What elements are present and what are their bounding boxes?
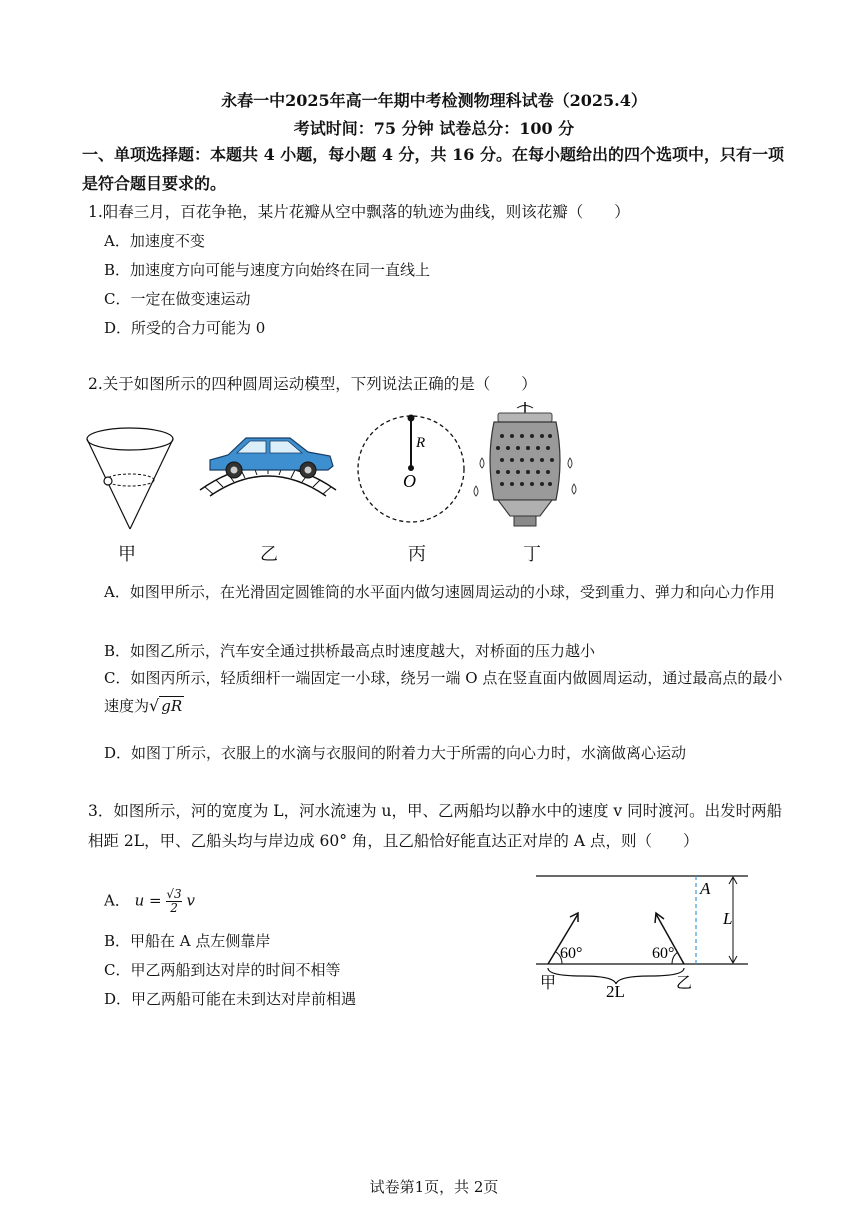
q1-option-c: C．一定在做变速运动 <box>104 290 251 308</box>
page-footer: 试卷第1页，共 2页 <box>369 1178 499 1196</box>
radius-label: R <box>416 435 426 451</box>
q3-option-a-prefix: A． <box>104 891 130 910</box>
q2-option-a: A．如图甲所示，在光滑固定圆锥筒的水平面内做匀速圆周运动的小球，受到重力、弹力和向心力作用 <box>104 583 775 601</box>
figure-label-yi: 乙 <box>260 544 278 565</box>
q3-option-c: C．甲乙两船到达对岸的时间不相等 <box>104 961 341 979</box>
q3-option-a-fraction <box>166 888 181 915</box>
vertical-circle-figure <box>355 413 471 525</box>
ship-yi-label: 乙 <box>676 975 693 992</box>
q2-option-b: B．如图乙所示，汽车安全通过拱桥最高点时速度越大，对桥面的压力越小 <box>104 642 596 660</box>
section-heading: 一、单项选择题：本题共 4 小题，每小题 4 分，共 16 分。在每小题给出的四个选项中，只有一项是符合题目要求的。 <box>82 145 784 193</box>
figure-label-bing: 丙 <box>408 544 426 565</box>
exam-subtitle: 考试时间：75 分钟 试卷总分：100 分 <box>293 119 575 138</box>
exam-title: 永春一中2025年高一年期中考检测物理科试卷（2025.4） <box>221 91 647 110</box>
question-1-stem: 1.阳春三月，百花争艳，某片花瓣从空中飘落的轨迹为曲线，则该花瓣（ ） <box>88 203 630 221</box>
fraction-denominator: 2 <box>166 901 181 915</box>
q3-option-b: B．甲船在 A 点左侧靠岸 <box>104 932 271 950</box>
figure-label-jia: 甲 <box>118 544 136 565</box>
center-label: O <box>403 471 416 491</box>
q2-option-c-text: C．如图丙所示，轻质细杆一端固定一小球，绕另一端 O 点在竖直面内做圆周运动，通过最高点的最小速度为 <box>104 669 783 715</box>
q3-option-a-lhs: u = <box>134 891 162 910</box>
q1-option-b: B．加速度方向可能与速度方向始终在同一直线上 <box>104 261 431 279</box>
q1-option-a: A．加速度不变 <box>104 232 205 250</box>
q2-option-c: C．如图丙所示，轻质细杆一端固定一小球，绕另一端 O 点在竖直面内做圆周运动，通过最高点的最小速度为√ gR <box>104 669 783 715</box>
fraction-numerator: √3 <box>166 887 182 901</box>
figure-label-ding: 丁 <box>523 544 541 565</box>
angle-left-label: 60° <box>560 945 583 962</box>
q2-option-d: D．如图丁所示，衣服上的水滴与衣服间的附着力大于所需的向心力时，水滴做离心运动 <box>104 744 687 762</box>
question-3-stem: 3．如图所示，河的宽度为 L，河水流速为 u，甲、乙两船均以静水中的速度 v 同时渡河。出发时两船相距 2L，甲、乙船头均与岸边成 60° 角，且乙船恰好能直达正对岸的 A 点，则（ ） <box>88 802 783 850</box>
q3-option-a <box>104 888 195 915</box>
width-label: L <box>723 909 733 928</box>
cone-figure <box>84 425 180 533</box>
angle-right-label: 60° <box>652 945 675 962</box>
q1-option-d: D．所受的合力可能为 0 <box>104 319 266 337</box>
q3-option-d: D．甲乙两船可能在未到达对岸前相遇 <box>104 990 357 1008</box>
q3-option-a-v: v <box>186 891 195 910</box>
car-bridge-figure <box>196 428 346 498</box>
question-2-stem: 2.关于如图所示的四种圆周运动模型，下列说法正确的是（ ） <box>88 375 537 393</box>
ship-jia-label: 甲 <box>540 975 557 992</box>
q2-option-c-sqrt: gR <box>161 697 183 715</box>
river-crossing-figure <box>530 864 760 1000</box>
distance-label: 2L <box>606 982 625 1000</box>
point-a-label: A <box>700 879 711 898</box>
washing-drum-figure <box>470 400 580 540</box>
